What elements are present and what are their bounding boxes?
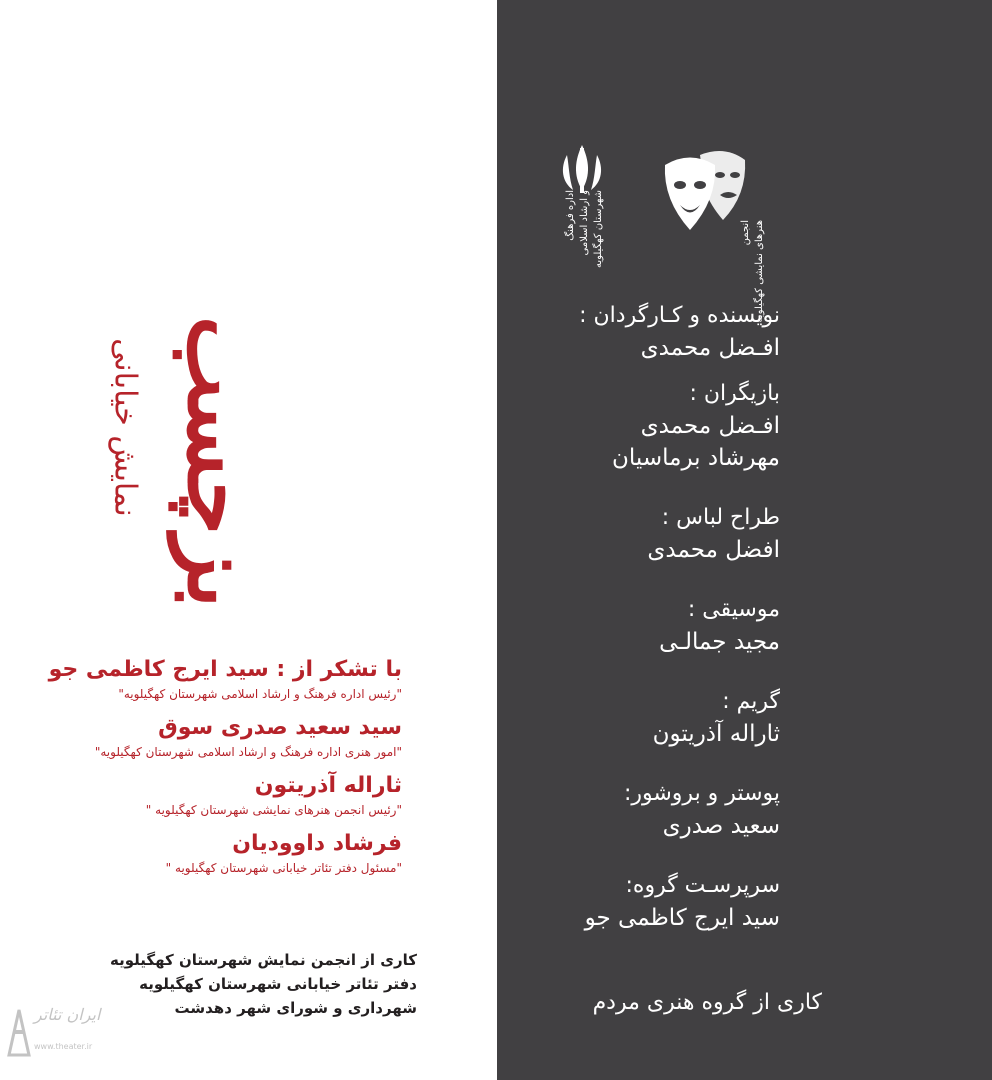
emblem-text-3: شهرستان کهگیلویه [593,190,604,269]
thanks-role: "رئیس اداره فرهنگ و ارشاد اسلامی شهرستان کهگیلویه" [118,687,402,701]
credit-line: کاری از انجمن نمایش شهرستان کهگیلویه [110,951,417,969]
emblem-logo-icon [545,140,620,269]
thanks-entry [22,829,402,877]
final-line: کاری از گروه هنری مردم [592,990,822,1015]
thanks-name: ثاراله آذریتون [254,773,402,798]
thanks-entry [22,713,402,761]
crew-label: طراح لباس : [661,505,780,530]
play-subtitle: نمایش خیابانی [107,338,143,517]
crew-value: افضل محمدی [647,537,780,563]
watermark-url: www.theater.ir [34,1042,93,1051]
play-title: بزچسب [168,315,272,609]
thanks-name: فرشاد داوودیان [232,831,402,856]
crew-list [520,300,780,962]
crew-group [520,686,780,750]
credit-line: دفتر تئاتر خیابانی شهرستان کهگیلویه [139,975,417,993]
thanks-name: سید سعید صدری سوق [158,715,402,740]
crew-label: موسیقی : [687,597,780,622]
thanks-entry [22,771,402,819]
crew-group [520,378,780,474]
crew-value: سعید صدری [662,813,780,839]
crew-group [520,778,780,842]
crew-value: افـضل محمدی [640,413,780,439]
crew-value: ثاراله آذریتون [652,721,780,747]
emblem-text-1: اداره فرهنگ [565,190,576,241]
mask-text-2: هنرهای نمایشی کهگیلویه [754,220,765,323]
crew-label: نویسنده و کـارگردان : [579,303,780,328]
crew-group [520,594,780,658]
watermark-text: ایران تئاتر [34,1005,101,1024]
watermark-logo-icon [4,1000,34,1060]
emblem-text-2: و ارشاد اسلامی [579,190,590,256]
crew-group [520,502,780,566]
crew-value: مهرشاد برماسیان [612,445,780,471]
crew-value: افـضل محمدی [640,335,780,361]
watermark [4,1000,114,1070]
thanks-role: "امور هنری اداره فرهنگ و ارشاد اسلامی شهرستان کهگیلویه" [94,745,402,759]
crew-label: بازیگران : [689,381,780,406]
thanks-entry [22,655,402,703]
thanks-section [22,655,402,887]
mask-text-1: انجمن [740,220,751,246]
title-block [85,260,272,630]
theatre-mask-logo-icon [645,145,765,323]
crew-group [520,300,780,364]
thanks-role: "رئیس انجمن هنرهای نمایشی شهرستان کهگیلویه " [145,803,402,817]
crew-label: سرپرسـت گروه: [625,873,780,898]
thanks-name: با تشکر از : سید ایرج کاظمی جو [48,657,402,682]
crew-label: گریم : [722,689,780,714]
credit-line: شهرداری و شورای شهر دهدشت [174,999,417,1017]
crew-value: سید ایرج کاظمی جو [584,905,780,931]
crew-label: پوستر و بروشور: [623,781,780,806]
crew-value: مجید جمالـی [659,629,780,655]
thanks-role: "مسئول دفتر تئاتر خیابانی شهرستان کهگیلویه " [165,861,402,875]
crew-group [520,870,780,934]
